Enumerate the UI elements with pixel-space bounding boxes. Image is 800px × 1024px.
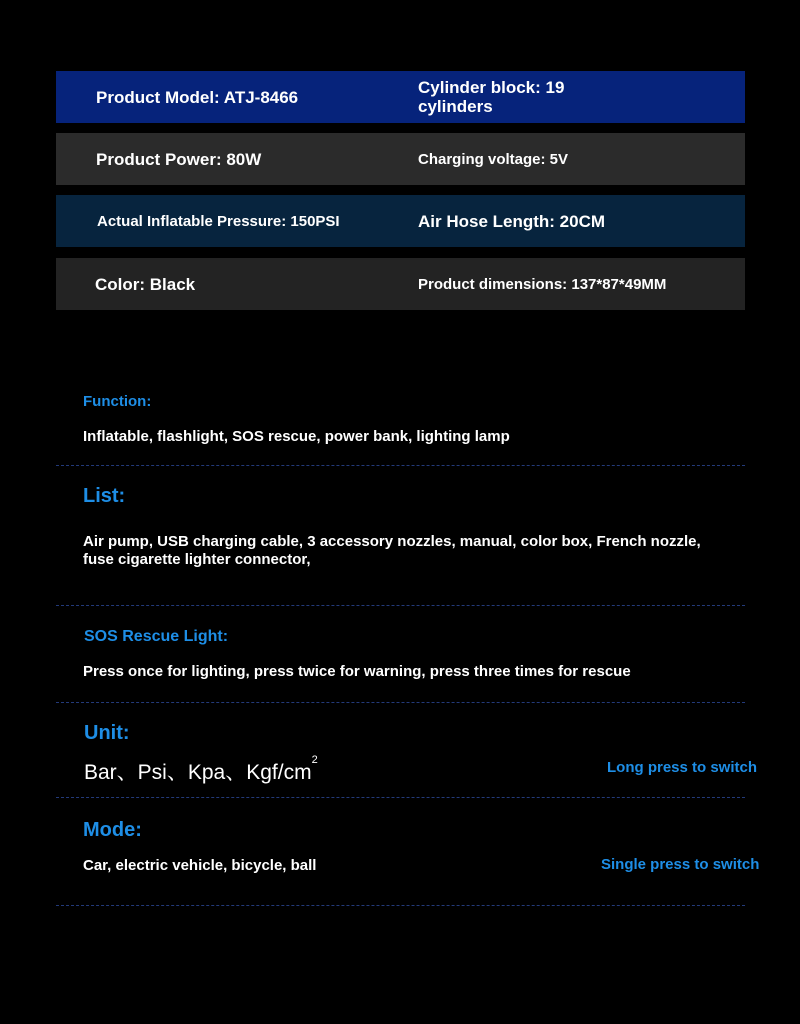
mode-hint: Single press to switch — [601, 856, 760, 873]
spec-charging-voltage: Charging voltage: 5V — [418, 150, 569, 168]
divider — [56, 702, 745, 703]
sos-text: Press once for lighting, press twice for warning, press three times for rescue — [83, 663, 631, 680]
list-text: Air pump, USB charging cable, 3 accessory nozzles, manual, color box, French nozzle, fuse cigarette lighter connector, — [83, 533, 701, 568]
unit-values — [84, 756, 318, 786]
spec-row-power — [56, 133, 745, 185]
spec-air-hose-length: Air Hose Length: 20CM — [418, 211, 606, 231]
unit-values-text: Bar、Psi、Kpa、Kgf/cm — [84, 761, 312, 784]
spec-cylinder-block-text: Cylinder block: 19 cylinders — [418, 78, 565, 116]
mode-label: Mode: — [83, 819, 142, 841]
unit-superscript: 2 — [311, 754, 318, 766]
spec-cylinder-block — [418, 71, 738, 123]
spec-product-model: Product Model: ATJ-8466 — [96, 87, 299, 107]
divider — [56, 797, 745, 798]
spec-product-power: Product Power: 80W — [96, 149, 262, 169]
divider — [56, 605, 745, 606]
spec-row-model — [56, 71, 745, 123]
spec-inflatable-pressure: Actual Inflatable Pressure: 150PSI — [97, 212, 340, 230]
function-label: Function: — [83, 393, 152, 410]
unit-label: Unit: — [84, 722, 130, 744]
spec-product-dimensions: Product dimensions: 137*87*49MM — [418, 275, 667, 293]
unit-hint: Long press to switch — [607, 759, 758, 776]
spec-color: Color: Black — [95, 274, 196, 294]
sos-label: SOS Rescue Light: — [84, 628, 229, 645]
divider — [56, 465, 745, 466]
list-label: List: — [83, 485, 126, 507]
divider — [56, 905, 745, 906]
spec-row-pressure — [56, 195, 745, 247]
spec-row-color — [56, 258, 745, 310]
function-text: Inflatable, flashlight, SOS rescue, power bank, lighting lamp — [83, 428, 510, 445]
mode-text: Car, electric vehicle, bicycle, ball — [83, 857, 317, 874]
